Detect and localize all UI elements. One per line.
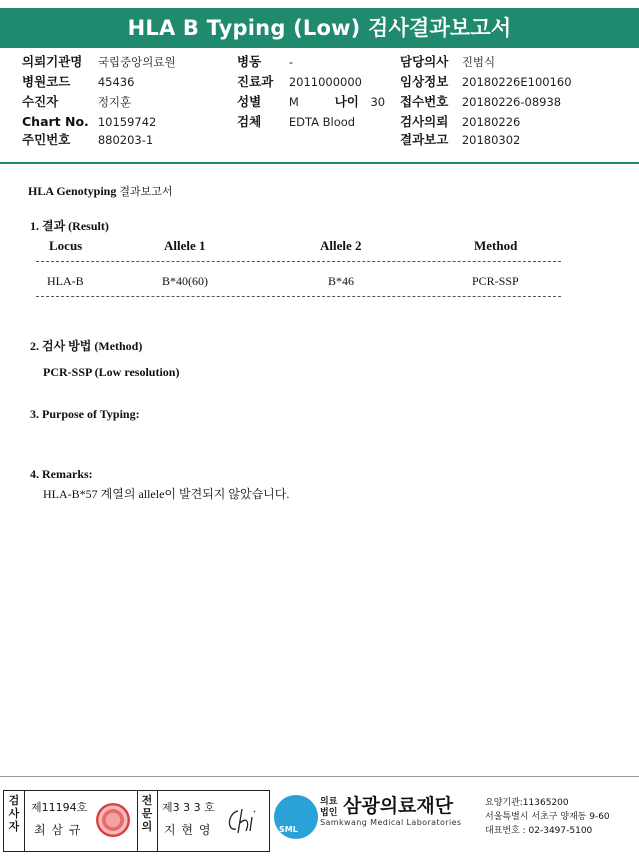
chart-no-value: 10159742 (97, 115, 157, 129)
method-section-title: 2. 검사 방법 (Method) (30, 339, 143, 353)
examiner-vertical-label: 검 사 자 (8, 794, 20, 833)
specimen-row (237, 113, 355, 131)
care-institution: 요양기관:11365200 (485, 798, 569, 808)
remarks-section-title: 4. Remarks: (30, 467, 93, 481)
ward-label: 병동 (237, 54, 262, 69)
report-heading-en: HLA Genotyping (28, 184, 117, 198)
specialist-vertical-label: 전 문 의 (141, 794, 153, 833)
col-header-method: Method (474, 238, 518, 253)
collector-value: 정지훈 (97, 95, 132, 109)
footer-divider (0, 776, 639, 777)
report-heading (28, 183, 173, 199)
clinical-info-value: 20180226E100160 (461, 75, 572, 89)
signature-box (3, 790, 270, 852)
examiner-name: 최 삼 규 (34, 823, 82, 837)
col-header-allele1: Allele 1 (164, 238, 206, 253)
department-label: 진료과 (237, 74, 274, 89)
age-label: 나이 (334, 94, 359, 109)
specialist-license: 제3 3 3 호 (162, 801, 215, 814)
rrn-label: 주민번호 (22, 132, 71, 147)
table-top-rule (36, 261, 561, 262)
phone: 대표번호 : 02-3497-5100 (485, 826, 593, 836)
rrn-value: 880203-1 (97, 133, 154, 147)
report-title: HLA B Typing (Low) 검사결과보고서 (0, 8, 639, 48)
patient-info (0, 52, 639, 162)
specimen-value: EDTA Blood (288, 115, 356, 129)
request-date-row (400, 113, 520, 131)
clinical-info-label: 임상정보 (400, 74, 449, 89)
org-name: 삼광의료재단 (343, 795, 454, 817)
rrn-row (22, 131, 153, 149)
department-value: 2011000000 (288, 75, 362, 89)
col-header-allele2: Allele 2 (320, 238, 362, 253)
footer (0, 773, 639, 856)
method-text: PCR-SSP (Low resolution) (43, 365, 180, 379)
cell-method: PCR-SSP (472, 274, 519, 288)
report-date-row (400, 131, 520, 149)
examiner-license: 제11194호 (31, 801, 88, 814)
specimen-label: 검체 (237, 114, 262, 129)
examiner-seal (96, 803, 130, 837)
cell-allele2: B*46 (328, 274, 355, 288)
cell-locus: HLA-B (47, 274, 84, 288)
remarks-text: HLA-B*57 계열의 allele이 발견되지 않았습니다. (43, 487, 290, 501)
report-date-label: 결과보고 (400, 132, 449, 147)
doctor-row (400, 53, 495, 71)
signature-divider (24, 791, 25, 851)
clinical-info-row (400, 73, 572, 91)
result-section-title: 1. 결과 (Result) (30, 219, 109, 233)
specialist-name: 지 현 영 (164, 823, 212, 837)
institution-row (22, 53, 176, 71)
ward-row (237, 53, 293, 71)
doctor-label: 담당의사 (400, 54, 449, 69)
doctor-value: 진범식 (461, 55, 496, 69)
table-bottom-rule (36, 296, 561, 297)
cell-allele1: B*40(60) (162, 274, 208, 288)
org-prefix: 의료 법인 (320, 797, 338, 818)
hospital-code-value: 45436 (97, 75, 135, 89)
request-date-label: 검사의뢰 (400, 114, 449, 129)
report-heading-ko: 결과보고서 (119, 185, 173, 198)
report-date-value: 20180302 (461, 133, 521, 147)
info-divider (0, 162, 639, 164)
hospital-code-label: 병원코드 (22, 74, 71, 89)
institution-label: 의뢰기관명 (22, 54, 83, 69)
sex-value: M (288, 95, 299, 109)
request-date-value: 20180226 (461, 115, 521, 129)
address: 서울특별시 서초구 양재동 9-60 (485, 812, 610, 822)
age-value: 30 (370, 95, 386, 109)
receipt-no-row (400, 93, 561, 111)
purpose-section-title: 3. Purpose of Typing: (30, 407, 140, 421)
col-header-locus: Locus (49, 238, 83, 253)
receipt-no-label: 접수번호 (400, 94, 449, 109)
ward-value: - (288, 55, 293, 69)
institution-value: 국립중앙의료원 (97, 55, 176, 69)
sex-age-row (237, 93, 385, 111)
hospital-code-row (22, 73, 134, 91)
collector-label: 수진자 (22, 94, 59, 109)
logo-text: SML (279, 825, 298, 834)
sex-label: 성별 (237, 94, 262, 109)
receipt-no-value: 20180226-08938 (461, 95, 562, 109)
chart-no-row (22, 113, 156, 131)
department-row (237, 73, 362, 91)
signature-icon (224, 803, 264, 839)
chart-no-label: Chart No. (22, 114, 89, 129)
org-name-en: Samkwang Medical Laboratories (320, 818, 462, 827)
collector-row (22, 93, 131, 111)
signature-divider (157, 791, 158, 851)
